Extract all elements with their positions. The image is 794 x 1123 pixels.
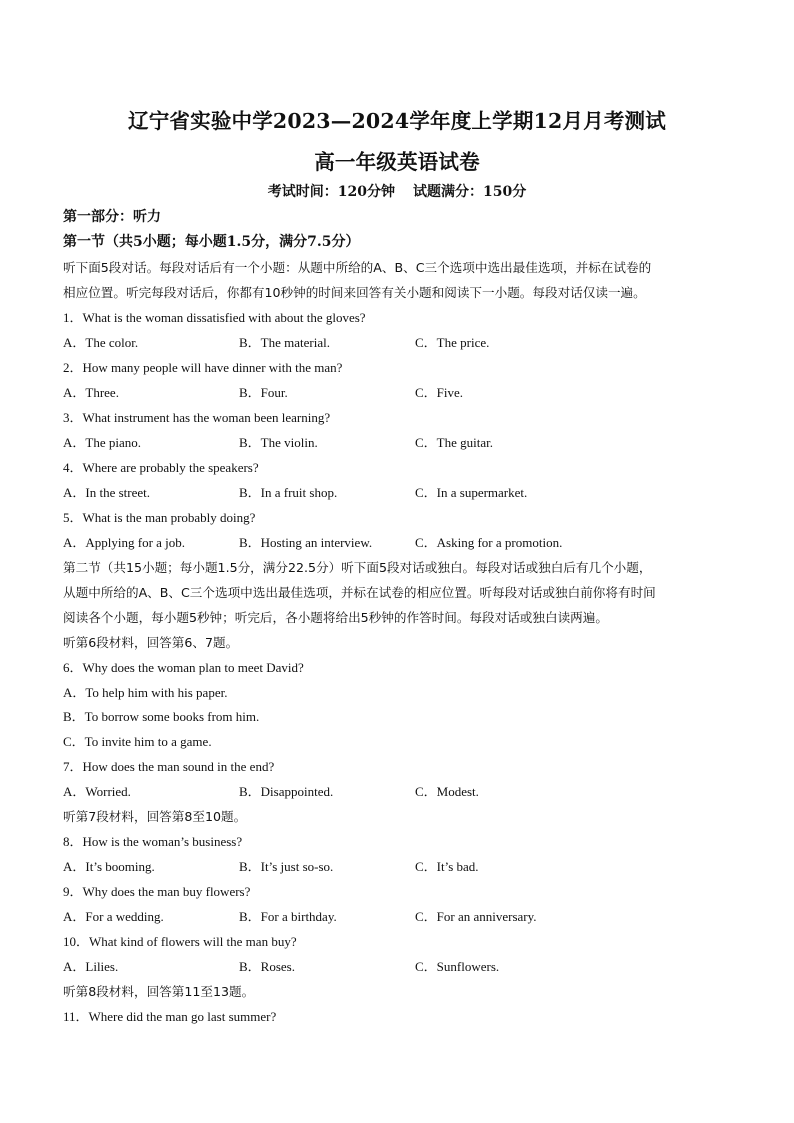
- option-a: A．For a wedding.: [63, 909, 164, 924]
- question-text: 10．What kind of flowers will the man buy?: [63, 934, 297, 949]
- question-text: 4．Where are probably the speakers?: [63, 460, 259, 475]
- part-heading: 第一部分：听力: [63, 209, 161, 225]
- option-a: A．To help him with his paper.: [63, 685, 228, 700]
- exam-title: 辽宁省实验中学2023—2024学年度上学期12月月考测试: [128, 109, 666, 133]
- question-text: 11．Where did the man go last summer?: [63, 1009, 277, 1024]
- option-a: A．Three.: [63, 385, 119, 400]
- material-heading: 听第8段材料，回答第11至13题。: [63, 984, 255, 999]
- exam-subtitle: 高一年级英语试卷: [314, 150, 480, 174]
- question-text: 6．Why does the woman plan to meet David?: [63, 660, 304, 675]
- option-b: B．Four.: [239, 385, 288, 400]
- question-text: 8．How is the woman’s business?: [63, 834, 243, 849]
- question-text: 7．How does the man sound in the end?: [63, 759, 275, 774]
- section-instructions: 从题中所给的A、B、C三个选项中选出最佳选项，并标在试卷的相应位置。听每段对话或独白前你将有时间: [63, 585, 656, 600]
- option-c: C．In a supermarket.: [415, 485, 528, 500]
- option-c: C．Asking for a promotion.: [415, 535, 563, 550]
- section-instructions: 阅读各个小题，每小题5秒钟；听完后，各小题将给出5秒钟的作答时间。每段对话或独白读两遍。: [63, 610, 608, 625]
- question-text: 5．What is the man probably doing?: [63, 510, 256, 525]
- exam-meta: [0, 181, 794, 201]
- option-c: C．Modest.: [415, 784, 479, 799]
- question-text: 3．What instrument has the woman been learning?: [63, 410, 331, 425]
- option-a: A．Worried.: [63, 784, 131, 799]
- option-b: B．To borrow some books from him.: [63, 709, 260, 724]
- option-b: B．Roses.: [239, 959, 295, 974]
- option-a: A．Lilies.: [63, 959, 119, 974]
- option-a: A．The piano.: [63, 435, 141, 450]
- option-c: C．For an anniversary.: [415, 909, 537, 924]
- option-a: A．Applying for a job.: [63, 535, 186, 550]
- option-b: B．Hosting an interview.: [239, 535, 373, 550]
- exam-time: 考试时间：120分钟: [267, 184, 395, 200]
- option-a: A．It’s booming.: [63, 859, 155, 874]
- option-b: B．For a birthday.: [239, 909, 337, 924]
- option-b: B．In a fruit shop.: [239, 485, 338, 500]
- option-b: B．Disappointed.: [239, 784, 334, 799]
- option-b: B．The violin.: [239, 435, 318, 450]
- option-b: B．It’s just so-so.: [239, 859, 334, 874]
- section-instructions: 相应位置。听完每段对话后，你都有10秒钟的时间来回答有关小题和阅读下一小题。每段对话仅读一遍。: [63, 285, 646, 300]
- option-c: C．To invite him to a game.: [63, 734, 212, 749]
- material-heading: 听第6段材料，回答第6、7题。: [63, 635, 239, 650]
- option-a: A．In the street.: [63, 485, 151, 500]
- option-b: B．The material.: [239, 335, 330, 350]
- exam-score: 试题满分：150分: [413, 184, 527, 200]
- option-c: C．The guitar.: [415, 435, 493, 450]
- option-c: C．The price.: [415, 335, 490, 350]
- option-c: C．Five.: [415, 385, 464, 400]
- option-c: C．Sunflowers.: [415, 959, 500, 974]
- question-text: 2．How many people will have dinner with the man?: [63, 360, 343, 375]
- option-c: C．It’s bad.: [415, 859, 479, 874]
- option-a: A．The color.: [63, 335, 139, 350]
- section-heading: 第一节（共5小题；每小题1.5分，满分7.5分）: [63, 234, 360, 250]
- question-text: 9．Why does the man buy flowers?: [63, 884, 251, 899]
- section-instructions: 听下面5段对话。每段对话后有一个小题：从题中所给的A、B、C三个选项中选出最佳选项，并标在试卷的: [63, 260, 652, 275]
- section-instructions: 第二节（共15小题；每小题1.5分，满分22.5分）听下面5段对话或独白。每段对话或独白后有几个小题，: [63, 560, 652, 575]
- question-text: 1．What is the woman dissatisfied with about the gloves?: [63, 310, 366, 325]
- material-heading: 听第7段材料，回答第8至10题。: [63, 809, 247, 824]
